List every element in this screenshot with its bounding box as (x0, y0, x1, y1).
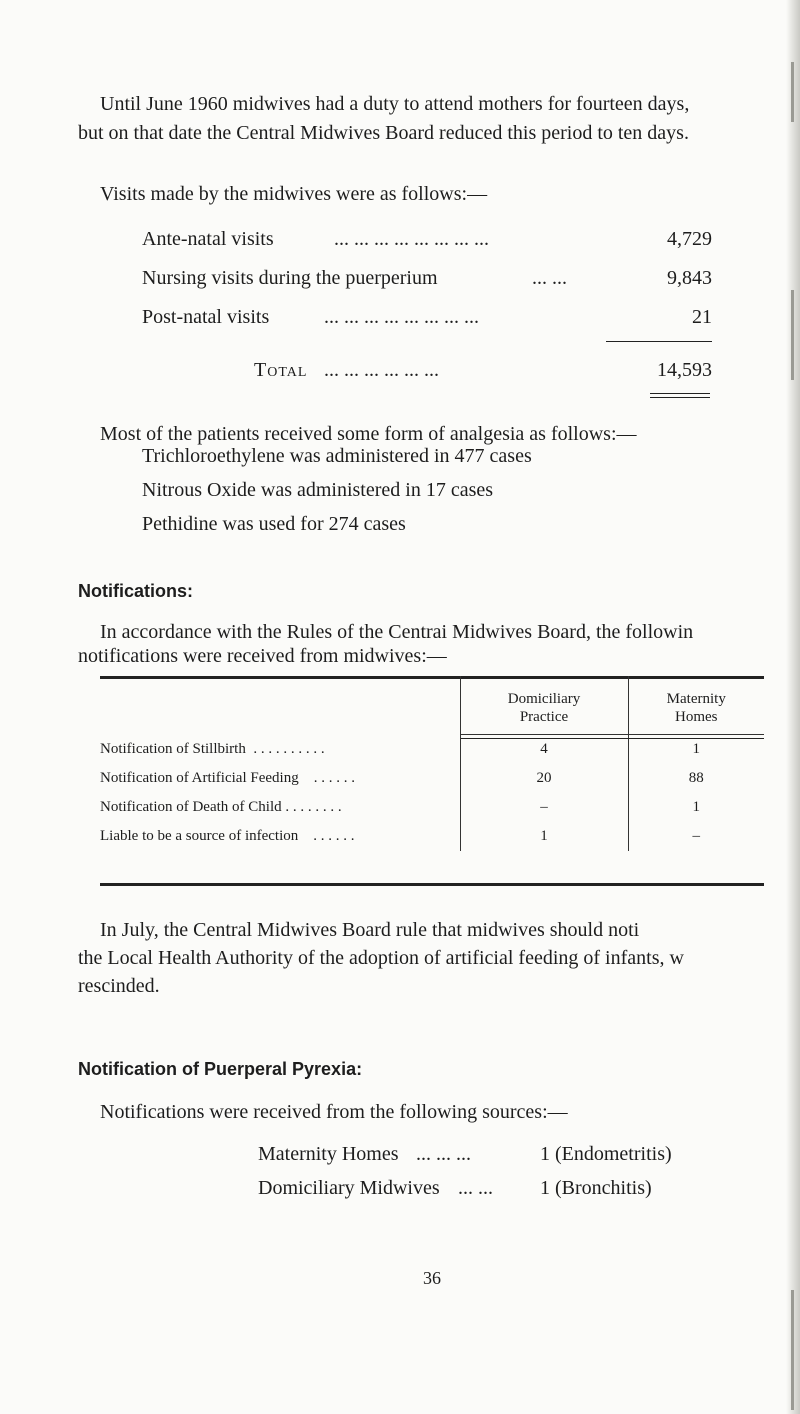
leader-dots: . . . . . . . . . . (253, 740, 325, 757)
notifications-after-line-3: rescinded. (78, 975, 160, 997)
notifications-after-line-1: In July, the Central Midwives Board rule that midwives should noti (100, 919, 640, 941)
visits-row-value: 21 (692, 306, 712, 328)
visits-total-value: 14,593 (657, 359, 712, 381)
page-number: 36 (423, 1268, 441, 1288)
leader-dots: ... ... ... ... ... ... ... ... (324, 306, 479, 328)
analgesia-item: Nitrous Oxide was administered in 17 cases (142, 479, 494, 501)
column-header-domiciliary (460, 676, 628, 735)
notifications-intro-line-1: In accordance with the Rules of the Centrai Midwives Board, the followin (100, 621, 694, 643)
column-header-line: Domiciliary (507, 691, 581, 707)
pyrexia-intro: Notifications were received from the following sources:— (100, 1101, 568, 1123)
column-header-line: Homes (675, 709, 718, 725)
leader-dots: ... ... ... ... ... ... ... ... (334, 228, 489, 250)
total-double-rule (650, 393, 710, 394)
leader-dots: . . . . . . . . (285, 799, 342, 815)
row-label-text: Notification of Death of Child (100, 799, 282, 815)
pyrexia-row-value: 1 (Endometritis) (540, 1143, 672, 1165)
visits-row-label: Post-natal visits (142, 306, 270, 328)
table-row-label (100, 793, 460, 822)
visits-row-value: 9,843 (667, 267, 712, 289)
row-label-text: Notification of Artificial Feeding (100, 770, 299, 786)
analgesia-item: Pethidine was used for 274 cases (142, 513, 406, 535)
row-label-text: Liable to be a source of infection (100, 828, 299, 844)
table-header-rule (461, 738, 764, 739)
table-cell-maternity: 1 (628, 735, 764, 765)
table-header-blank (100, 676, 460, 735)
leader-dots: ... ... (458, 1177, 493, 1199)
visits-row-value: 4,729 (667, 228, 712, 250)
leader-dots: . . . . . . (313, 770, 355, 786)
pyrexia-row-maternity (258, 1140, 718, 1168)
pyrexia-row-value: 1 (Bronchitis) (540, 1177, 652, 1199)
visits-row-label: Ante-natal visits (142, 228, 274, 250)
table-row-label (100, 764, 460, 793)
table-row-label (100, 735, 460, 765)
table-header-row (100, 676, 764, 735)
table-row (100, 764, 764, 793)
pyrexia-row-domiciliary (258, 1174, 718, 1202)
table-bottom-rule (100, 883, 764, 886)
edge-mark (791, 62, 794, 122)
visits-total-label: Total (254, 359, 308, 381)
visits-row-label: Nursing visits during the puerperium (142, 267, 438, 289)
notifications-after-line-2: the Local Health Authority of the adoption of artificial feeding of infants, w (78, 947, 684, 969)
total-double-rule (650, 397, 710, 398)
notifications-table (100, 676, 764, 851)
table-row (100, 793, 764, 822)
total-top-rule (606, 341, 712, 342)
table-cell-domiciliary: – (460, 793, 628, 822)
table-cell-domiciliary: 1 (460, 822, 628, 851)
edge-mark (791, 1290, 794, 1410)
table-cell-domiciliary: 20 (460, 764, 628, 793)
intro-line-2: but on that date the Central Midwives Board reduced this period to ten days. (78, 122, 689, 144)
leader-dots: ... ... ... (416, 1143, 471, 1165)
table-row-label (100, 822, 460, 851)
row-label-text: Notification of Stillbirth (100, 740, 246, 757)
edge-mark (791, 290, 794, 380)
leader-dots: . . . . . . (313, 828, 355, 844)
table-row (100, 822, 764, 851)
visits-row-postnatal (142, 303, 712, 331)
column-header-maternity (628, 676, 764, 735)
analgesia-item: Trichloroethylene was administered in 477 cases (142, 445, 532, 467)
intro-line-1: Until June 1960 midwives had a duty to attend mothers for fourteen days, (100, 93, 690, 115)
analgesia-heading: Most of the patients received some form of analgesia as follows:— (100, 423, 637, 445)
leader-dots: ... ... ... ... ... ... (324, 359, 439, 381)
table-cell-domiciliary: 4 (460, 735, 628, 765)
column-header-line: Practice (519, 709, 569, 725)
page-edge-shadow (786, 0, 800, 1414)
visits-row-nursing (142, 264, 712, 292)
notifications-heading: Notifications: (78, 581, 193, 601)
pyrexia-heading: Notification of Puerperal Pyrexia: (78, 1059, 363, 1079)
leader-dots: ... ... (532, 267, 567, 289)
pyrexia-row-label: Maternity Homes (258, 1143, 399, 1165)
visits-total-row (254, 356, 712, 384)
visits-heading: Visits made by the midwives were as follows:— (100, 183, 488, 205)
visits-row-antenatal (142, 225, 712, 253)
table-cell-maternity: – (628, 822, 764, 851)
column-header-line: Maternity (666, 691, 726, 707)
table-cell-maternity: 1 (628, 793, 764, 822)
table-cell-maternity: 88 (628, 764, 764, 793)
pyrexia-row-label: Domiciliary Midwives (258, 1177, 440, 1199)
notifications-intro-line-2: notifications were received from midwives:— (78, 645, 447, 667)
